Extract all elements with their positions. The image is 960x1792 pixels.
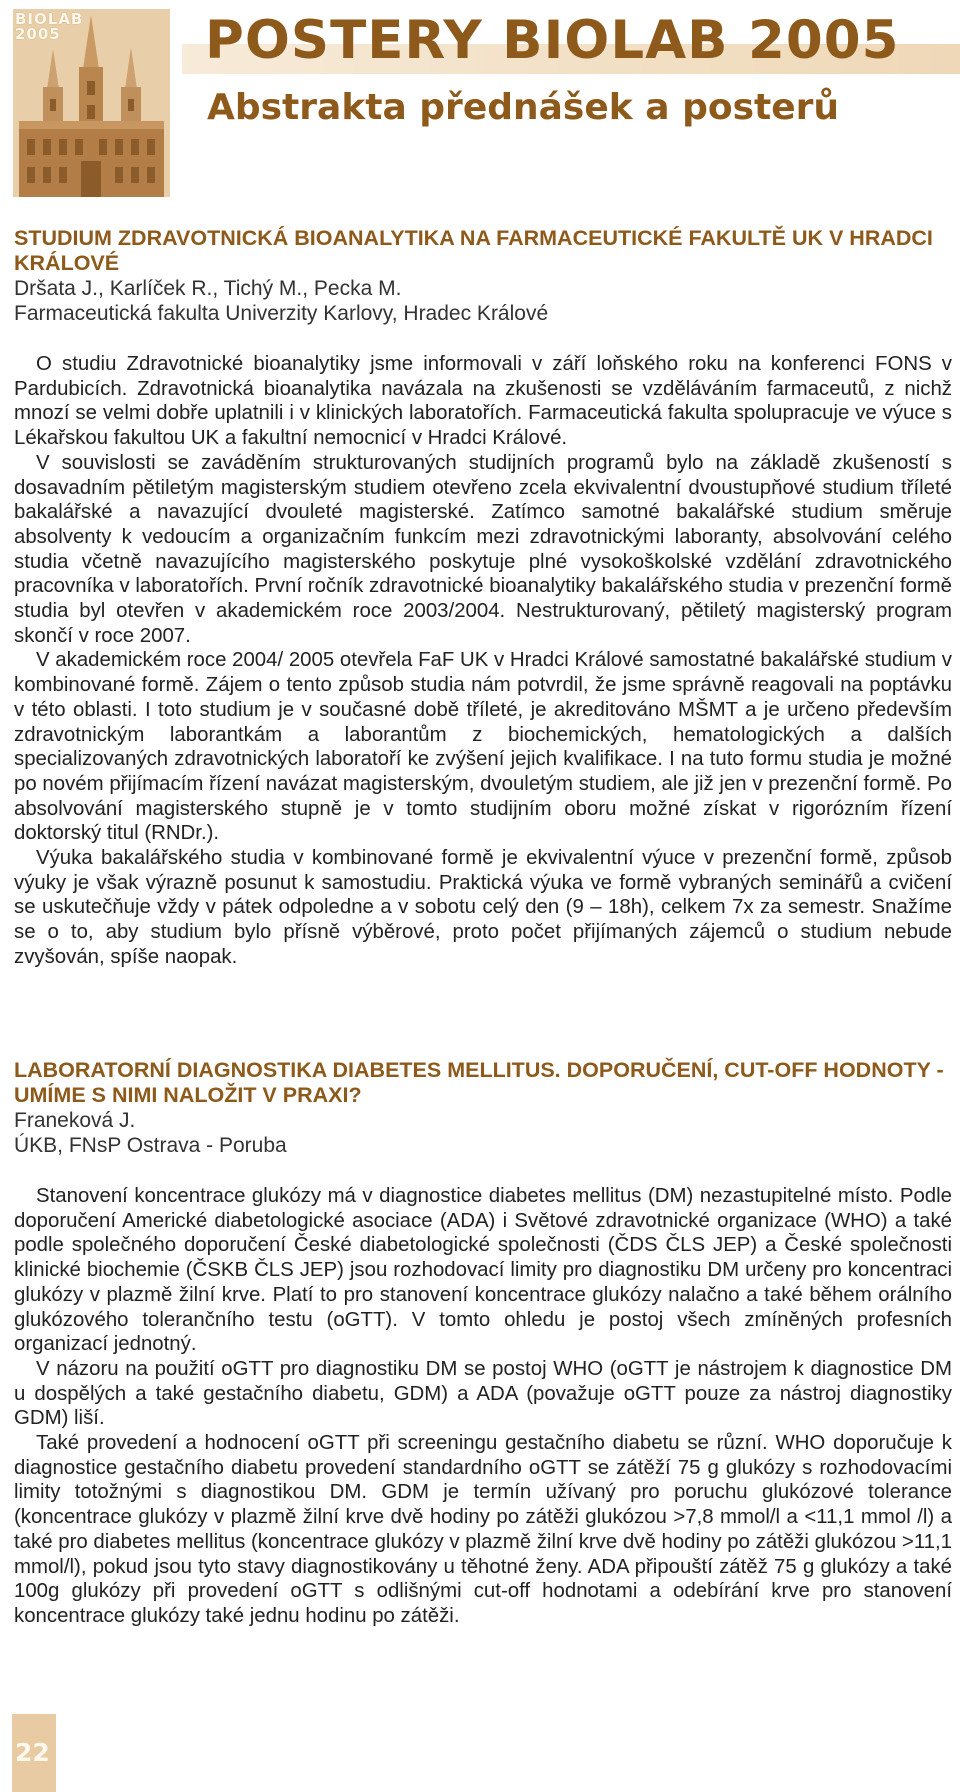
paragraph: V souvislosti se zaváděním strukturovaných studijních programů bylo na základě zkušeností s dosavadním pětiletým magisterským studiem otevřeno zcela ekvivalentní dvoustupňové studium tříleté bakalářské a navazující dvouleté magisterské. Zatímco samotné bakalářské studium směruje absolventy k vedoucím a organizačním funkcím mezi zdravotnickými laboranty, absolvování celého studia včetně navazujícího magisterského poskytuje plné vysokoškolské vzdělání zdravotnického pracovníka v laboratořích. První ročník zdravotnické bioanalytiky bakalářského studia v prezenční formě studia byl otevřen v akademickém roce 2003/2004. Nestrukturovaný, pětiletý magisterský program skončí v roce 2007. bbox=[14, 451, 952, 647]
article-title: LABORATORNÍ DIAGNOSTIKA DIABETES MELLITUS. DOPORUČENÍ, CUT-OFF HODNOTY - UMÍME S NIMI NALOŽIT V PRAXI? bbox=[14, 1058, 944, 1107]
article-body bbox=[14, 352, 952, 970]
article-2 bbox=[14, 1058, 952, 1629]
paragraph: Stanovení koncentrace glukózy má v diagnostice diabetes mellitus (DM) nezastupitelné místo. Podle doporučení Americké diabetologické asociace (ADA) i Světové zdravotnické organizace (WHO) a také podle společného doporučení České diabetologické společnosti (ČDS ČLS JEP) a České společnosti klinické biochemie (ČSKB ČLS JEP) jsou rozhodovací limity pro diagnostiku DM určeny pro koncentraci glukózy v plazmě žilní krve. Platí to pro stanovení koncentrace glukózy nalačno a také během orálního glukózového tolerančního testu (oGTT). V tomto ohledu je postoj všech zmíněných profesních organizací jednotný. bbox=[14, 1185, 952, 1356]
article-affiliation: ÚKB, FNsP Ostrava - Poruba bbox=[14, 1134, 287, 1157]
paragraph: V názoru na použití oGTT pro diagnostiku DM se postoj WHO (oGTT je nástrojem k diagnostice DM u dospělých a také gestačního diabetu, GDM) a ADA (považuje oGTT pouze za nástroj diagnostiky GDM) liší. bbox=[14, 1357, 952, 1430]
paragraph: V akademickém roce 2004/ 2005 otevřela FaF UK v Hradci Králové samostatné bakalářské studium v kombinované formě. Zájem o tento způsob studia nám potvrdil, že jsme správně reagovali na poptávku v této oblasti. I toto studium je v současné době tříleté, je akreditováno MŠMT a je určeno především zdravotnickým laborantkám a laborantům z biochemických, hematologických a dalších specializovaných zdravotnických laboratoří ke zvýšení jejich kvalifikace. I na tuto formu studia je možné po novém přijímacím řízení navázat magisterským, dvouletým studiem, ale již jen v prezenční formě. Po absolvování magisterského stupně je v tomto studijním oboru možné získat v rigorózním řízení doktorský titul (RNDr.). bbox=[14, 649, 952, 845]
paragraph: Také provedení a hodnocení oGTT při screeningu gestačního diabetu se různí. WHO doporučuje k diagnostice gestačního diabetu provedení standardního oGTT se zátěží 75 g glukózy s rozhodovacími limity totožnými s diagnostikou DM. GDM je termín užívaný pro poruchu glukózové tolerance (koncentrace glukózy v plazmě žilní krve dvě hodiny po zátěži glukózou >7,8 mmol/l a <11,1 mmol /l) a také pro diabetes mellitus (koncentrace glukózy v plazmě žilní krve dvě hodiny po zátěži glukózou >11,1 mmol/l), pokud jsou tyto stavy diagnostikovány u těhotné ženy. ADA připouští zátěž 75 g glukózy a také 100g glukózy při provedení oGTT s odlišnými cut-off hodnotami a odebírání krve pro stanovení koncentrace glukózy také jednu hodinu po zátěži. bbox=[14, 1432, 952, 1627]
article-1 bbox=[14, 226, 952, 970]
article-authors: Dršata J., Karlíček R., Tichý M., Pecka M. bbox=[14, 277, 402, 300]
logo-text-line1: BIOLAB bbox=[15, 10, 84, 28]
logo-text-line2: 2005 bbox=[15, 25, 61, 43]
logo-text bbox=[15, 10, 84, 43]
logo-image bbox=[13, 9, 170, 197]
page-number: 22 bbox=[15, 1738, 50, 1767]
article-authors: Franeková J. bbox=[14, 1109, 136, 1132]
paragraph: O studiu Zdravotnické bioanalytiky jsme informovali v září loňského roku na konferenci FONS v Pardubicích. Zdravotnická bioanalytika navázala na zkušenosti se vzděláváním farmaceutů, z nichž mnozí se velmi dobře uplatnili i v klinických laboratořích. Farmaceutická fakulta spolupracuje ve výuce s Lékařskou fakultou UK a fakultní nemocnicí v Hradci Králové. bbox=[14, 353, 952, 450]
article-body bbox=[14, 1184, 952, 1629]
article-title: STUDIUM ZDRAVOTNICKÁ BIOANALYTIKA NA FARMACEUTICKÉ FAKULTĚ UK V HRADCI KRÁLOVÉ bbox=[14, 226, 933, 275]
page-title: POSTERY BIOLAB 2005 bbox=[205, 10, 900, 71]
paragraph: Výuka bakalářského studia v kombinované formě je ekvivalentní výuce v prezenční formě, způsob výuky je však výrazně posunut k samostudiu. Praktická výuka ve formě vybraných seminářů a cvičení se uskutečňuje vždy v pátek odpoledne a v sobotu celý den (9 – 18h), celkem 7x za semestr. Snažíme se o to, aby studium bylo přísně výběrové, proto počet přijímaných zájemců o studium nebude zvyšován, spíše naopak. bbox=[14, 847, 952, 968]
article-affiliation: Farmaceutická fakulta Univerzity Karlovy, Hradec Králové bbox=[14, 302, 549, 325]
page-subtitle: Abstrakta přednášek a posterů bbox=[207, 87, 840, 128]
